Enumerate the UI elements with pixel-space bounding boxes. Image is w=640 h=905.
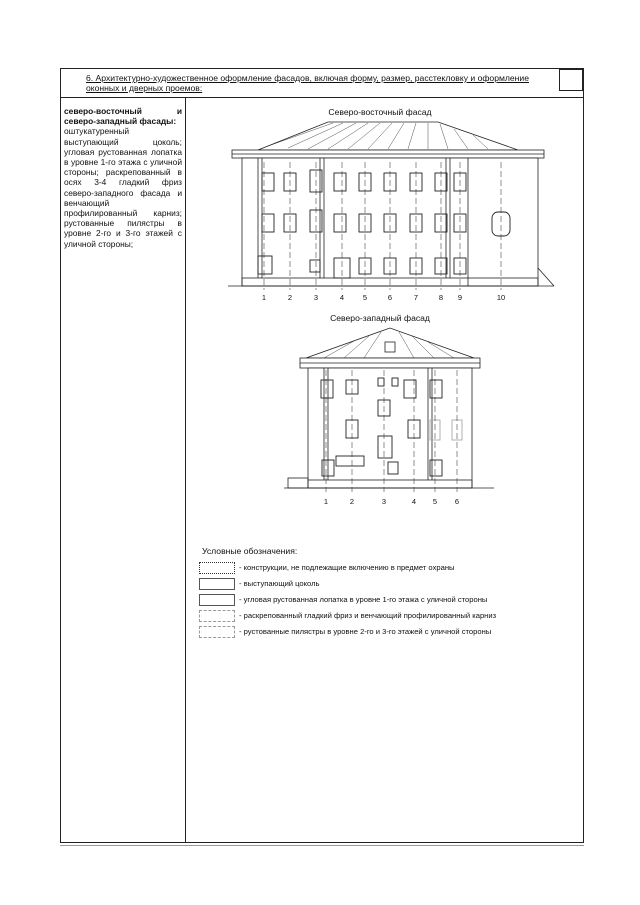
legend-swatch [199,594,235,606]
nw-axis-label: 2 [349,497,355,506]
description-heading: северо-восточный и северо-западный фасады: [64,106,182,127]
legend-swatch [199,562,235,574]
ne-axis-label: 7 [413,293,419,302]
legend-swatch [199,626,235,638]
ne-facade-title: Северо-восточный фасад [328,107,432,117]
nw-axis-label: 4 [411,497,417,506]
section-header [60,68,584,98]
ne-axis-label: 9 [457,293,463,302]
legend-label: - угловая рустованная лопатка в уровне 1-го этажа с уличной стороны [239,595,488,604]
nw-axis-label: 1 [323,497,329,506]
nw-axis-label: 3 [381,497,387,506]
section-title: 6. Архитектурно-художественное оформление фасадов, включая форму, размер, расстекловку и оформление оконных и дверных проемов: [86,73,530,93]
legend-label: - выступающий цоколь [239,579,320,588]
ne-axis-label: 5 [362,293,368,302]
ne-axis-label: 6 [387,293,393,302]
header-box [559,69,583,91]
ne-facade-drawing [228,118,558,318]
description-body: оштукатуренный выступающий цоколь; угловая рустованная лопатка в уровне 1-го этажа с уличной стороны; раскрепованный в осях 3-4 гладкий фриз северо-западного фасада и венчающий профилированный карниз; рустованные пилястры в уровне 2-го и 3-го этажей с уличной стороны; [64,126,182,249]
bottom-rule-secondary [60,845,584,846]
nw-facade-drawing [284,322,494,512]
ne-axis-label: 4 [339,293,345,302]
legend-title: Условные обозначения: [202,546,298,556]
legend-swatch [199,610,235,622]
legend-swatch [199,578,235,590]
bottom-rule [60,842,584,843]
nw-axis-label: 5 [432,497,438,506]
nw-axis-label: 6 [454,497,460,506]
nw-facade-title: Северо-западный фасад [330,313,430,323]
ne-axis-label: 3 [313,293,319,302]
column-divider [185,98,186,843]
ne-axis-label: 8 [438,293,444,302]
legend-label: - конструкции, не подлежащие включению в предмет охраны [239,563,455,572]
ne-axis-label: 10 [496,293,506,302]
ne-axis-label: 2 [287,293,293,302]
ne-axis-label: 1 [261,293,267,302]
description-text [64,106,182,249]
legend-label: - рустованные пилястры в уровне 2-го и 3-го этажей с уличной стороны [239,627,492,636]
legend-label: - раскрепованный гладкий фриз и венчающий профилированный карниз [239,611,497,620]
